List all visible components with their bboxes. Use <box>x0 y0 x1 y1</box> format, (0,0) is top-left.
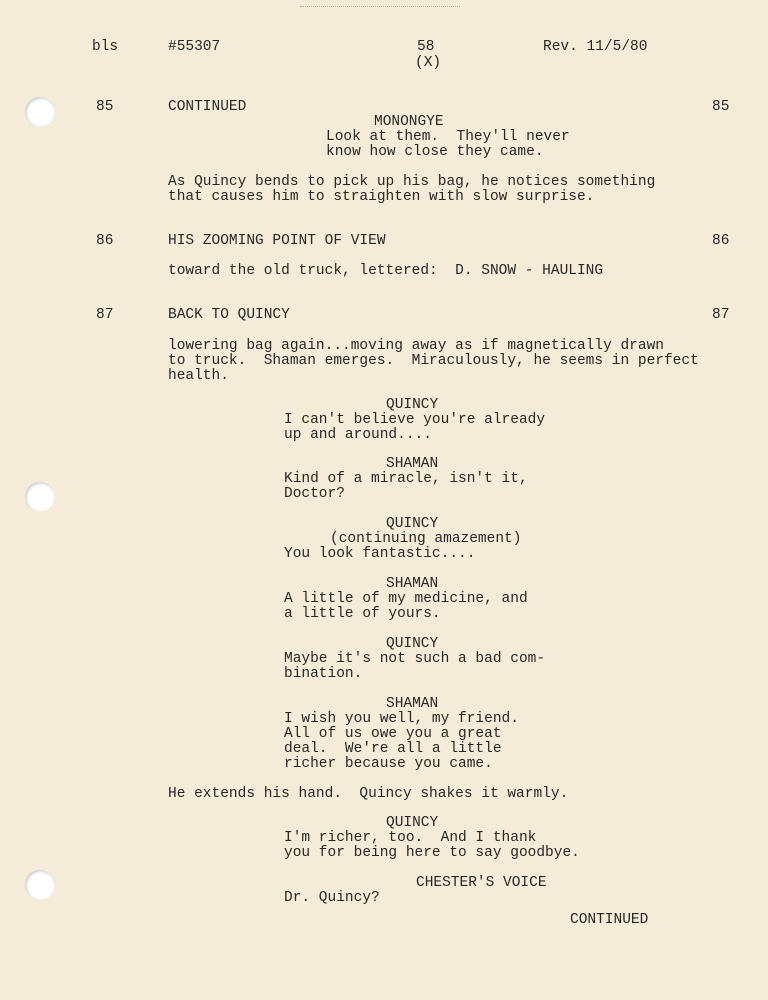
header-revision: Rev. 11/5/80 <box>543 39 648 55</box>
dialogue-line: Dr. Quincy? <box>284 890 380 906</box>
dialogue-line: richer because you came. <box>284 756 493 772</box>
action-line: As Quincy bends to pick up his bag, he notices something <box>168 174 656 190</box>
dialogue-line: Doctor? <box>284 486 345 502</box>
character-chesters-voice: CHESTER'S VOICE <box>416 875 547 891</box>
header-initials: bls <box>92 39 119 55</box>
dialogue-line: All of us owe you a great <box>284 726 502 742</box>
scene-85-number-right: 85 <box>712 99 730 115</box>
dialogue-line: deal. We're all a little <box>284 741 502 757</box>
character-monongye: MONONGYE <box>374 114 444 130</box>
binder-hole-middle <box>25 482 55 512</box>
dialogue-line: you for being here to say goodbye. <box>284 845 580 861</box>
dialogue-line: I'm richer, too. And I thank <box>284 830 537 846</box>
scene-87-heading: BACK TO QUINCY <box>168 307 290 323</box>
action-line: to truck. Shaman emerges. Miraculously, he seems in perfect <box>168 353 699 369</box>
scene-86-number-right: 86 <box>712 233 730 249</box>
scene-86-number-left: 86 <box>96 233 114 249</box>
dialogue-line: I wish you well, my friend. <box>284 711 519 727</box>
scene-85-number-left: 85 <box>96 99 114 115</box>
dialogue-line: know how close they came. <box>326 144 544 160</box>
character-quincy: QUINCY <box>386 636 439 652</box>
action-line: He extends his hand. Quincy shakes it warmly. <box>168 786 569 802</box>
character-quincy: QUINCY <box>386 815 439 831</box>
top-edge-mark <box>300 6 460 7</box>
dialogue-line: A little of my medicine, and <box>284 591 528 607</box>
binder-hole-top <box>25 97 55 127</box>
dialogue-line: Kind of a miracle, isn't it, <box>284 471 528 487</box>
dialogue-line: a little of yours. <box>284 606 441 622</box>
dialogue-line: You look fantastic.... <box>284 546 476 562</box>
dialogue-line: bination. <box>284 666 363 682</box>
header-script-number: #55307 <box>168 39 221 55</box>
dialogue-line: up and around.... <box>284 427 432 443</box>
action-line: health. <box>168 368 229 384</box>
character-shaman: SHAMAN <box>386 456 439 472</box>
header-page-mark: (X) <box>415 55 442 71</box>
dialogue-line: Maybe it's not such a bad com- <box>284 651 546 667</box>
action-line: that causes him to straighten with slow surprise. <box>168 189 595 205</box>
scene-86-heading: HIS ZOOMING POINT OF VIEW <box>168 233 386 249</box>
action-line: toward the old truck, lettered: D. SNOW - HAULING <box>168 263 604 279</box>
header-page-number: 58 <box>417 39 435 55</box>
scene-85-heading: CONTINUED <box>168 99 247 115</box>
character-quincy: QUINCY <box>386 516 439 532</box>
dialogue-line: I can't believe you're already <box>284 412 546 428</box>
binder-hole-bottom <box>25 870 55 900</box>
scene-87-number-left: 87 <box>96 307 114 323</box>
action-line: lowering bag again...moving away as if magnetically drawn <box>168 338 664 354</box>
character-shaman: SHAMAN <box>386 696 439 712</box>
parenthetical: (continuing amazement) <box>330 531 522 547</box>
character-quincy: QUINCY <box>386 397 439 413</box>
scene-87-number-right: 87 <box>712 307 730 323</box>
footer-continued: CONTINUED <box>570 912 649 928</box>
character-shaman: SHAMAN <box>386 576 439 592</box>
dialogue-line: Look at them. They'll never <box>326 129 570 145</box>
